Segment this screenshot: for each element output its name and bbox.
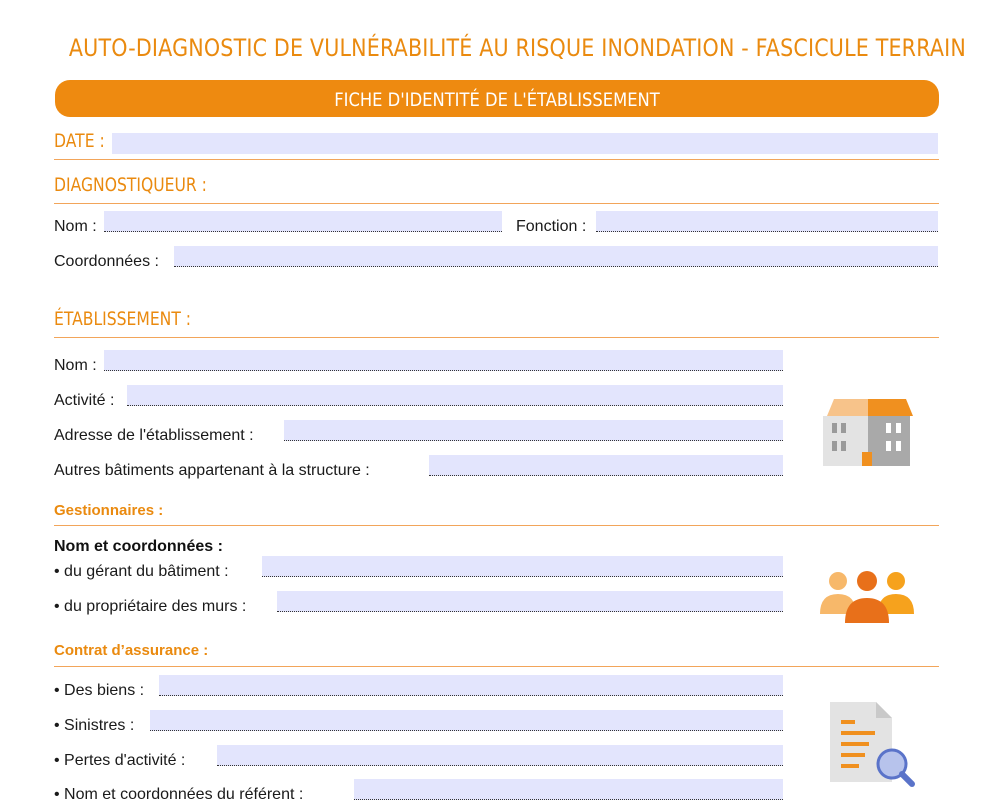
proprietaire-field[interactable] xyxy=(277,591,783,612)
biens-field[interactable] xyxy=(159,675,783,696)
gerant-label: • du gérant du bâtiment : xyxy=(54,563,229,580)
pertes-field[interactable] xyxy=(217,745,783,766)
gestionnaires-heading: Gestionnaires : xyxy=(54,502,164,519)
diag-coordonnees-field[interactable] xyxy=(174,246,938,267)
etab-adresse-field[interactable] xyxy=(284,420,783,441)
gerant-field[interactable] xyxy=(262,556,783,577)
diagnostiqueur-heading: DIAGNOSTIQUEUR : xyxy=(54,174,207,196)
divider xyxy=(54,337,939,338)
etablissement-heading: ÉTABLISSEMENT : xyxy=(54,308,192,330)
pertes-label: • Pertes d'activité : xyxy=(54,752,186,769)
referent-field[interactable] xyxy=(354,779,783,800)
divider xyxy=(54,525,939,526)
sinistres-field[interactable] xyxy=(150,710,783,731)
nom-coordonnees-subheading: Nom et coordonnées : xyxy=(54,538,223,555)
diag-fonction-label: Fonction : xyxy=(516,218,587,235)
etab-adresse-label: Adresse de l'établissement : xyxy=(54,427,254,444)
date-label: DATE : xyxy=(54,130,105,152)
etab-autres-field[interactable] xyxy=(429,455,783,476)
sinistres-label: • Sinistres : xyxy=(54,717,135,734)
document-title: AUTO-DIAGNOSTIC DE VULNÉRABILITÉ AU RISQUE INONDATION - FASCICULE TERRAIN xyxy=(68,34,967,62)
divider xyxy=(54,159,939,160)
section-banner xyxy=(55,80,939,117)
etab-activite-label: Activité : xyxy=(54,392,115,409)
building-icon xyxy=(820,396,916,468)
etab-autres-label: Autres bâtiments appartenant à la structure : xyxy=(54,462,370,479)
diag-coordonnees-label: Coordonnées : xyxy=(54,253,159,270)
divider xyxy=(54,666,939,667)
date-field[interactable] xyxy=(112,133,938,154)
etab-nom-label: Nom : xyxy=(54,357,97,374)
divider xyxy=(54,203,939,204)
diag-nom-label: Nom : xyxy=(54,218,97,235)
banner-title: FICHE D'IDENTITÉ DE L'ÉTABLISSEMENT xyxy=(334,89,660,111)
referent-label: • Nom et coordonnées du référent : xyxy=(54,786,304,803)
biens-label: • Des biens : xyxy=(54,682,145,699)
etab-activite-field[interactable] xyxy=(127,385,783,406)
document-search-icon xyxy=(826,700,916,790)
diag-fonction-field[interactable] xyxy=(596,211,938,232)
diag-nom-field[interactable] xyxy=(104,211,502,232)
assurance-heading: Contrat d’assurance : xyxy=(54,642,209,659)
etab-nom-field[interactable] xyxy=(104,350,783,371)
people-group-icon xyxy=(818,568,916,624)
proprietaire-label: • du propriétaire des murs : xyxy=(54,598,247,615)
